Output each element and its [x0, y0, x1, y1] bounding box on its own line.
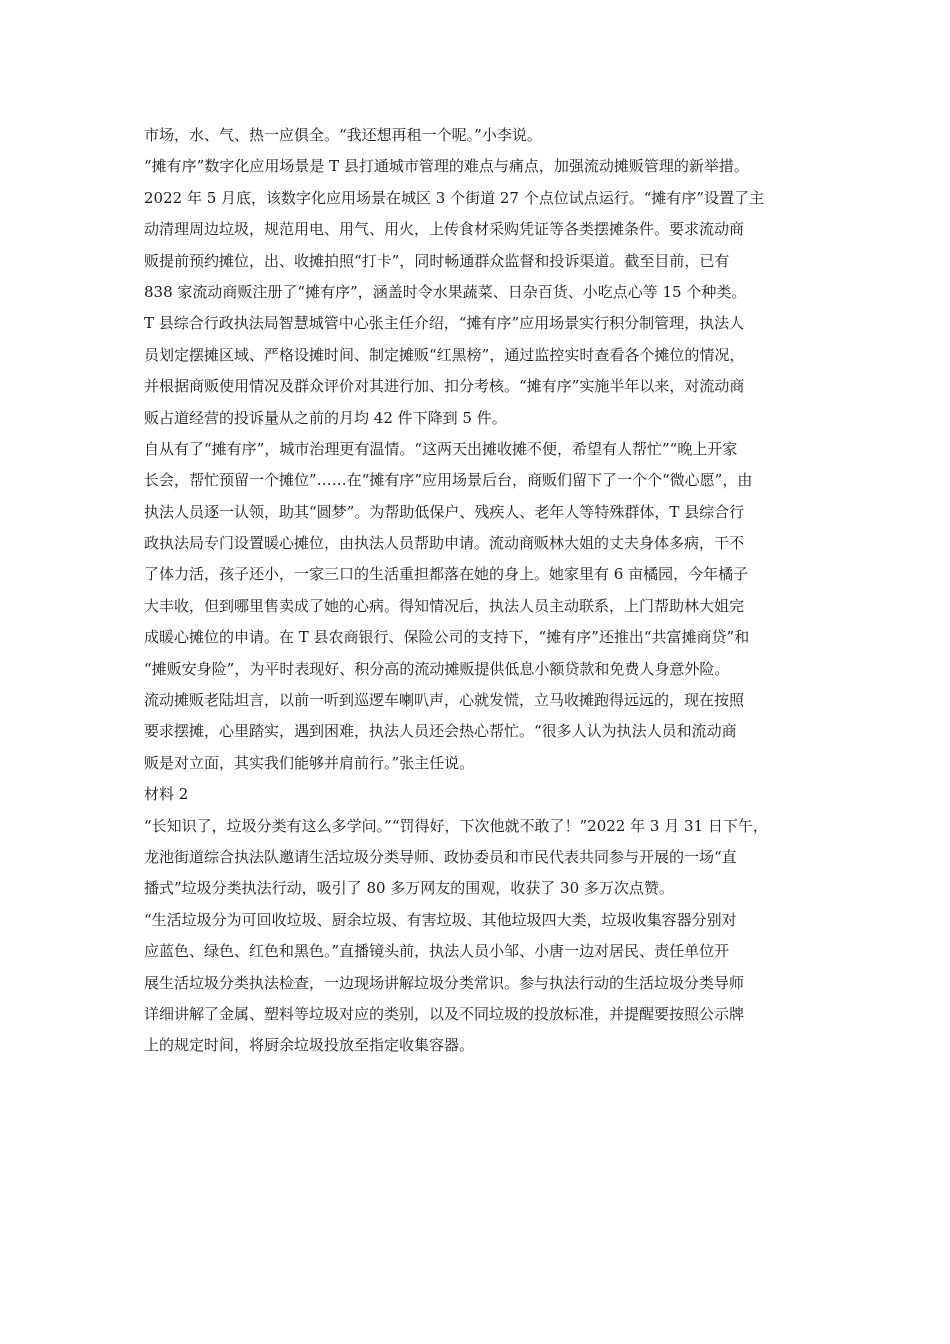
text-line: 成暖心摊位的申请。在 T 县农商银行、保险公司的支持下，“摊有序”还推出“共富摊商贷”和 [144, 628, 750, 647]
text-line: 龙池街道综合执法队邀请生活垃圾分类导师、政协委员和市民代表共同参与开展的一场“直 [144, 847, 737, 866]
text-line: “摊贩安身险”，为平时表现好、积分高的流动摊贩提供低息小额贷款和免费人身意外险。 [144, 659, 730, 678]
text-line: 要求摆摊，心里踏实，遇到困难，执法人员还会热心帮忙。“很多人认为执法人员和流动商 [144, 722, 737, 741]
text-line: 政执法局专门设置暖心摊位，由执法人员帮助申请。流动商贩林大姐的丈夫身体多病，干不 [144, 534, 745, 553]
text-line: 了体力活，孩子还小，一家三口的生活重担都落在她的身上。她家里有 6 亩橘园，今年橘子 [144, 565, 749, 584]
text-line: T 县综合行政执法局智慧城管中心张主任介绍，“摊有序”应用场景实行积分制管理，执法人 [144, 314, 745, 333]
text-line: “生活垃圾分为可回收垃圾、厨余垃圾、有害垃圾、其他垃圾四大类，垃圾收集容器分别对 [144, 910, 737, 929]
text-line: 动清理周边垃圾，规范用电、用气、用火，上传食材采购凭证等各类摆摊条件。要求流动商 [144, 220, 745, 239]
text-line: 838 家流动商贩注册了“摊有序”，涵盖时令水果蔬菜、日杂百货、小吃点心等 15 个种类。 [144, 282, 747, 301]
text-line: 大丰收，但到哪里售卖成了她的心病。得知情况后，执法人员主动联系，上门帮助林大姐完 [144, 596, 745, 615]
text-line: 流动摊贩老陆坦言，以前一听到巡逻车喇叭声，心就发慌，立马收摊跑得远远的，现在按照 [144, 691, 745, 710]
text-line: “摊有序”数字化应用场景是 T 县打通城市管理的难点与痛点，加强流动摊贩管理的新举措。 [144, 157, 749, 176]
text-line: 应蓝色、绿色、红色和黑色。”直播镜头前，执法人员小邹、小唐一边对居民、责任单位开 [144, 942, 730, 961]
text-line: 贩是对立面，其实我们能够并肩前行。”张主任说。 [144, 753, 475, 772]
text-line: 市场，水、气、热一应俱全。“我还想再租一个呢。”小李说。 [144, 126, 542, 144]
text-line: 2022 年 5 月底，该数字化应用场景在城区 3 个街道 27 个点位试点运行。“摊有序”设置了主 [144, 188, 765, 207]
text-line: 详细讲解了金属、塑料等垃圾对应的类别，以及不同垃圾的投放标准，并提醒要按照公示牌 [144, 1004, 745, 1023]
text-line: 贩占道经营的投诉量从之前的月均 42 件下降到 5 件。 [144, 408, 507, 427]
text-line: 并根据商贩使用情况及群众评价对其进行加、扣分考核。“摊有序”实施半年以来，对流动商 [144, 377, 745, 396]
text-line: 自从有了“摊有序”，城市治理更有温情。“这两天出摊收摊不便，希望有人帮忙”“晚上开家 [144, 439, 738, 458]
text-line: 员划定摆摊区域、严格设摊时间、制定摊贩“红黑榜”，通过监控实时查看各个摊位的情况， [144, 345, 745, 364]
text-line: 贩提前预约摊位，出、收摊拍照“打卡”，同时畅通群众监督和投诉渠道。截至目前，已有 [144, 251, 730, 270]
document-body [144, 120, 874, 1062]
text-line: 执法人员逐一认领，助其“圆梦”。为帮助低保户、残疾人、老年人等特殊群体，T 县综合行 [144, 502, 745, 521]
text-line: 展生活垃圾分类执法检查，一边现场讲解垃圾分类常识。参与执法行动的生活垃圾分类导师 [144, 973, 745, 992]
text-line: 长会，帮忙预留一个摊位”……在“摊有序”应用场景后台，商贩们留下了一个个“微心愿”，由 [144, 471, 753, 490]
text-line: “长知识了，垃圾分类有这么多学问。”“罚得好，下次他就不敢了！”2022 年 3 月 31 日下午， [144, 816, 768, 835]
text-line: 上的规定时间，将厨余垃圾投放至指定收集容器。 [144, 1036, 475, 1055]
section-heading: 材料 2 [144, 785, 189, 804]
text-line: 播式”垃圾分类执法行动，吸引了 80 多万网友的围观，收获了 30 多万次点赞。 [144, 879, 674, 898]
